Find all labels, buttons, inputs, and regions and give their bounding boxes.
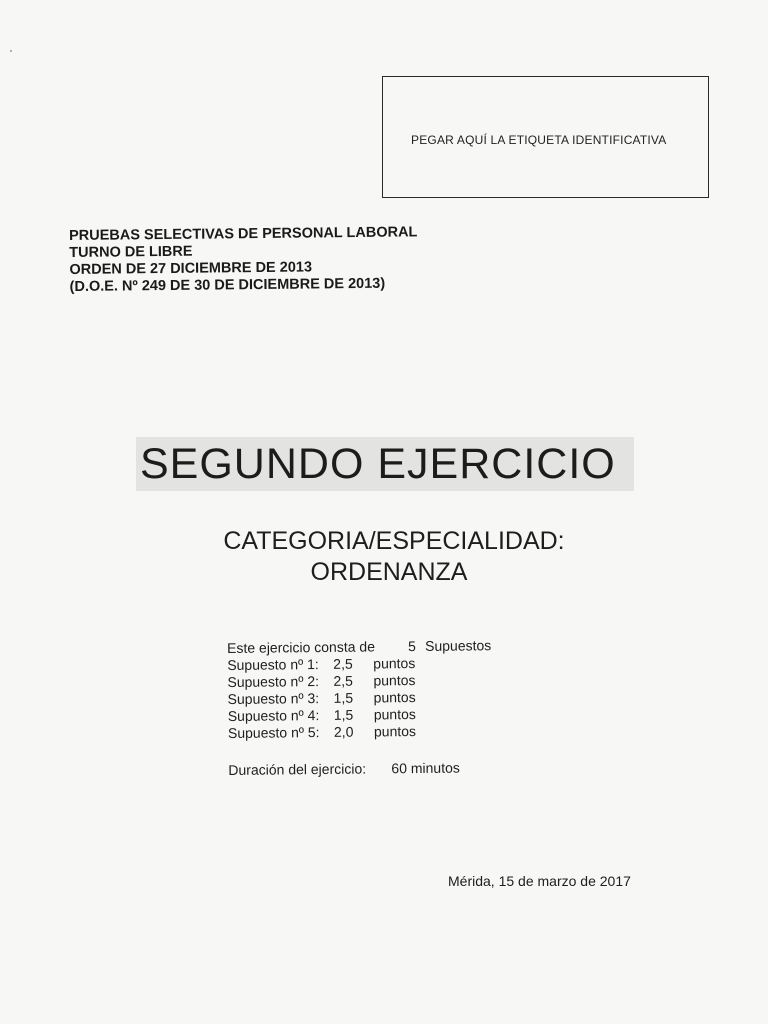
category-label: CATEGORIA/ESPECIALIDAD:	[223, 527, 565, 555]
intro-label: Este ejercicio consta de	[227, 638, 376, 656]
intro-count: 5	[407, 638, 416, 655]
header-line-4: (D.O.E. Nº 249 DE 30 DE DICIEMBRE DE 2013)	[69, 275, 386, 295]
intro-unit: Supuestos	[424, 637, 492, 654]
supuesto-points: 2,5	[333, 655, 353, 672]
scan-speck	[10, 50, 12, 52]
supuesto-label: Supuesto nº 5:	[227, 724, 320, 741]
supuesto-label: Supuesto nº 4:	[227, 707, 320, 724]
supuesto-unit: puntos	[373, 672, 416, 689]
supuesto-unit: puntos	[373, 723, 417, 740]
id-label-box-text: PEGAR AQUÍ LA ETIQUETA IDENTIFICATIVA	[411, 133, 667, 147]
supuesto-label: Supuesto nº 1:	[227, 656, 319, 673]
supuesto-unit: puntos	[373, 706, 416, 723]
category-value: ORDENANZA	[310, 558, 468, 586]
id-label-box	[382, 76, 709, 198]
duration-label: Duración del ejercicio:	[228, 760, 367, 778]
header-line-2: TURNO DE LIBRE	[69, 243, 193, 261]
page-title: SEGUNDO EJERCICIO	[140, 440, 616, 488]
category-block	[0, 526, 768, 588]
supuesto-unit: puntos	[373, 655, 416, 672]
exam-details	[227, 637, 492, 779]
supuesto-points: 2,0	[333, 723, 354, 740]
exam-header	[69, 224, 418, 296]
supuesto-label: Supuesto nº 2:	[227, 673, 320, 690]
supuesto-points: 1,5	[333, 689, 354, 706]
duration-value: 60 minutos	[391, 759, 460, 777]
supuesto-points: 2,5	[333, 672, 353, 689]
supuesto-label: Supuesto nº 3:	[227, 690, 320, 707]
title-highlight	[136, 437, 634, 491]
supuesto-unit: puntos	[373, 689, 416, 706]
supuesto-points: 1,5	[333, 706, 354, 723]
header-line-1: PRUEBAS SELECTIVAS DE PERSONAL LABORAL	[69, 224, 418, 244]
place-date: Mérida, 15 de marzo de 2017	[448, 873, 631, 889]
header-line-3: ORDEN DE 27 DICIEMBRE DE 2013	[69, 259, 313, 278]
